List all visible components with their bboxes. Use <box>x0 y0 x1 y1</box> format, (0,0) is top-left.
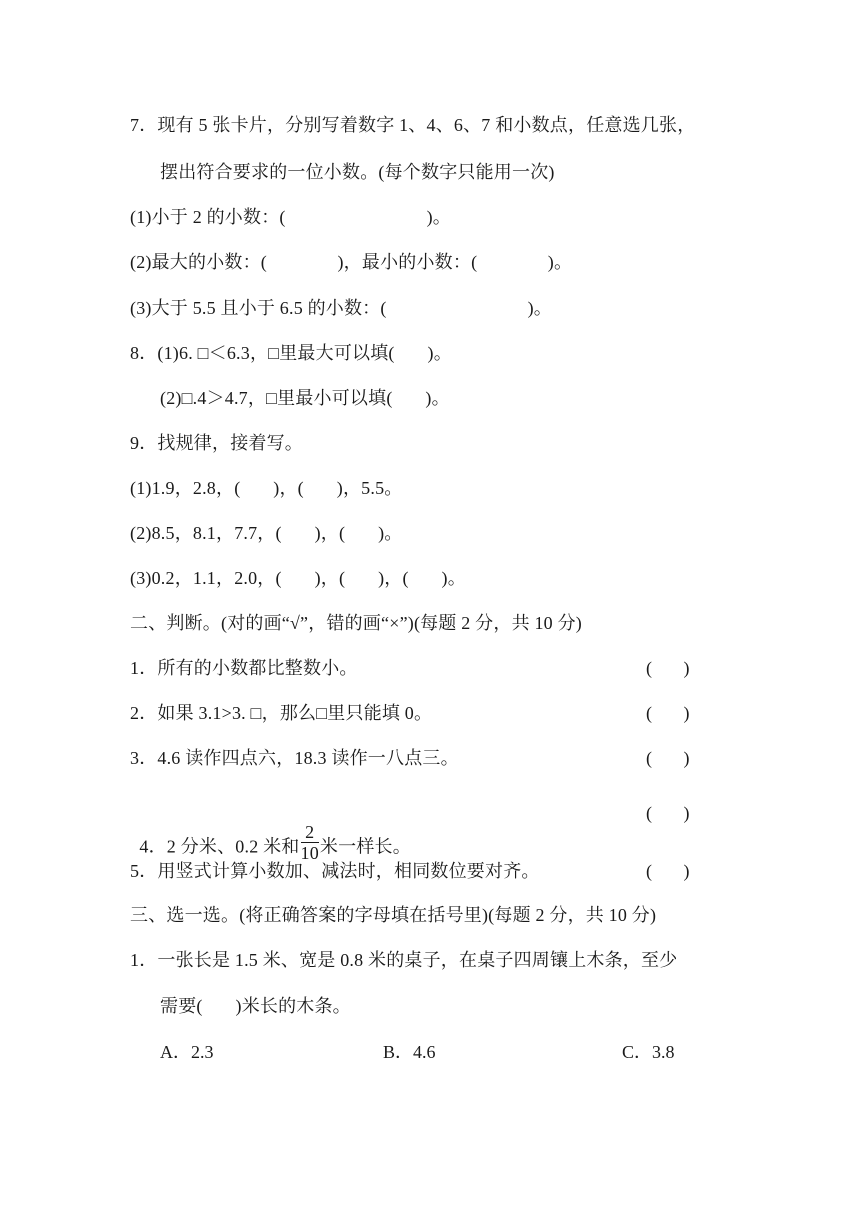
tf-answer-paren-2[interactable]: ( ) <box>646 703 690 723</box>
q9-part2: (2)8.5，8.1，7.7，( )，( )。 <box>130 523 403 543</box>
mc-q1-line2: 需要( )米长的木条。 <box>160 996 351 1016</box>
q9-part1: (1)1.9，2.8，( )，( )，5.5。 <box>130 478 403 498</box>
tf-item-2 <box>130 698 432 728</box>
fraction-numerator: 2 <box>301 822 319 843</box>
tf-answer-paren-3[interactable]: ( ) <box>646 748 690 768</box>
q7-part2: (2)最大的小数：( )，最小的小数：( )。 <box>130 252 573 272</box>
q9-title: 9．找规律，接着写。 <box>130 433 303 453</box>
tf-item-text: 5．用竖式计算小数加、减法时，相同数位要对齐。 <box>130 861 540 881</box>
section2-heading: 二、判断。(对的画“√”，错的画“×”)(每题 2 分，共 10 分) <box>130 613 582 633</box>
tf-item-text: 2．如果 3.1>3. □，那么□里只能填 0。 <box>130 703 433 723</box>
tf-item-text: 3．4.6 读作四点六，18.3 读作一八点三。 <box>130 748 459 768</box>
tf-item-tail: 米一样长。 <box>319 836 411 857</box>
mc-option-a[interactable]: A．2.3 <box>160 1042 214 1062</box>
tf-item-4 <box>130 798 411 863</box>
q8-part1: 8．(1)6. □＜6.3，□里最大可以填( )。 <box>130 343 452 363</box>
tf-answer-paren-5[interactable]: ( ) <box>646 861 690 881</box>
q8-part2: (2)□.4＞4.7，□里最小可以填( )。 <box>160 388 450 408</box>
fraction-denominator: 10 <box>300 843 319 863</box>
q7-line2: 摆出符合要求的一位小数。(每个数字只能用一次) <box>160 162 555 182</box>
tf-item-3 <box>130 743 459 773</box>
mc-option-c[interactable]: C．3.8 <box>622 1042 675 1062</box>
section3-heading: 三、选一选。(将正确答案的字母填在括号里)(每题 2 分，共 10 分) <box>130 905 657 925</box>
tf-item-1 <box>130 653 358 683</box>
tf-answer-paren-4[interactable]: ( ) <box>646 803 690 823</box>
tf-answer-paren-1[interactable]: ( ) <box>646 658 690 678</box>
mc-q1-line1: 1．一张长是 1.5 米、宽是 0.8 米的桌子，在桌子四周镶上木条，至少 <box>130 950 678 970</box>
q7-line1: 7．现有 5 张卡片，分别写着数字 1、4、6、7 和小数点，任意选几张， <box>130 115 696 135</box>
q7-part3: (3)大于 5.5 且小于 6.5 的小数：( )。 <box>130 298 552 318</box>
mc-option-b[interactable]: B．4.6 <box>383 1042 436 1062</box>
tf-item-text: 1．所有的小数都比整数小。 <box>130 658 358 678</box>
tf-item-text: 4．2 分米、0.2 米和 <box>139 836 300 857</box>
q7-part1: (1)小于 2 的小数：( )。 <box>130 207 451 227</box>
q9-part3: (3)0.2，1.1，2.0，( )，( )，( )。 <box>130 568 466 588</box>
tf-item-5 <box>130 856 540 886</box>
